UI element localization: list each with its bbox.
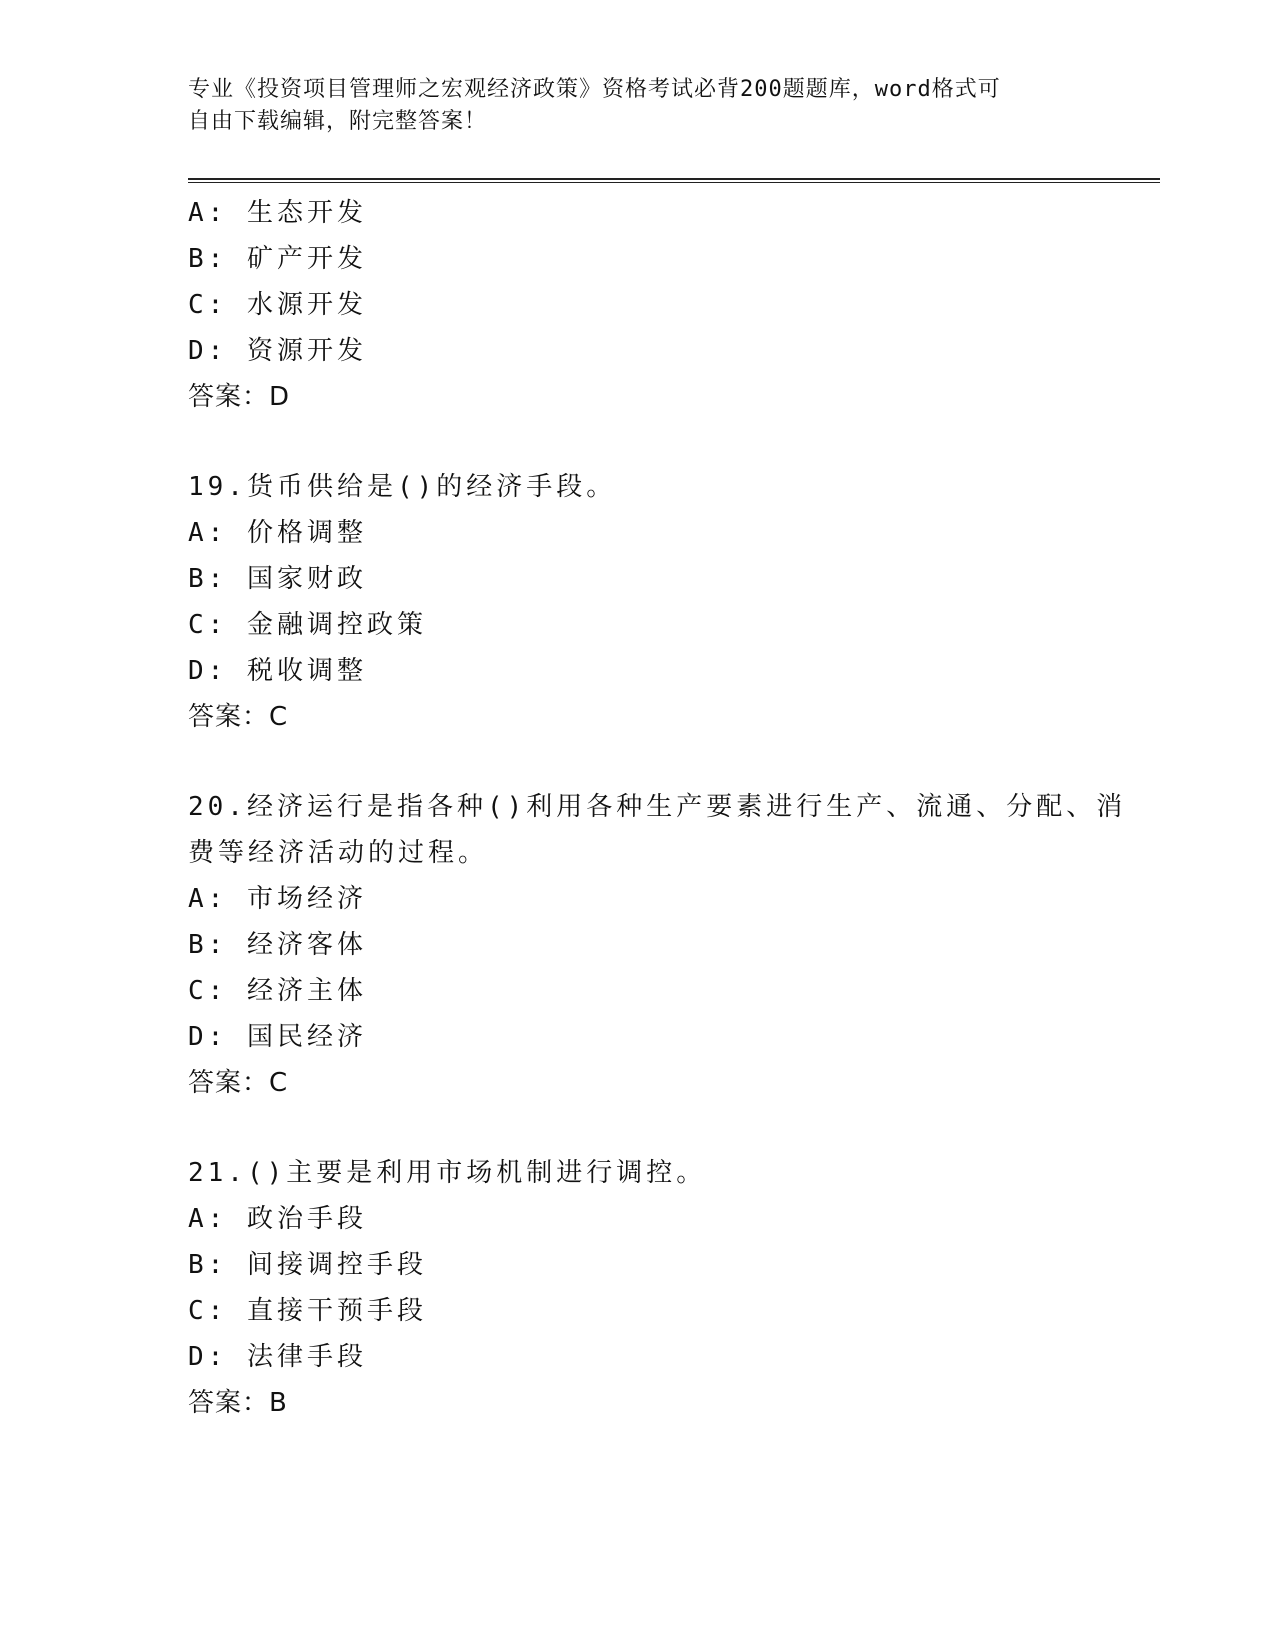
question-text-line-1: 20.经济运行是指各种()利用各种生产要素进行生产、流通、分配、消	[188, 792, 1127, 822]
option-b: B: 间接调控手段	[188, 1250, 427, 1280]
spacer	[188, 420, 1088, 464]
option-d: D: 国民经济	[188, 1022, 367, 1052]
option-b: B: 经济客体	[188, 930, 367, 960]
option-b: B: 矿产开发	[188, 244, 367, 274]
question-21	[188, 1150, 1088, 1426]
option-d: D: 资源开发	[188, 336, 367, 366]
option-c: C: 水源开发	[188, 290, 367, 320]
option-c: C: 直接干预手段	[188, 1296, 427, 1326]
spacer	[188, 740, 1088, 784]
question-list	[188, 190, 1127, 1426]
option-a: A: 政治手段	[188, 1204, 367, 1234]
option-a: A: 生态开发	[188, 198, 367, 228]
spacer	[188, 1106, 1088, 1150]
header-line-2: 自由下载编辑，附完整答案！	[188, 109, 488, 134]
question-text: 19.货币供给是()的经济手段。	[188, 472, 617, 502]
answer: 答案：C	[188, 1068, 289, 1098]
option-a: A: 市场经济	[188, 884, 367, 914]
answer: 答案：C	[188, 702, 289, 732]
question-18	[188, 190, 1088, 420]
option-a: A: 价格调整	[188, 518, 367, 548]
question-text-line-2: 费等经济活动的过程。	[188, 838, 489, 868]
option-b: B: 国家财政	[188, 564, 367, 594]
document-header	[188, 74, 1088, 138]
header-divider	[188, 178, 1160, 183]
question-19	[188, 464, 1088, 740]
header-line-1: 专业《投资项目管理师之宏观经济政策》资格考试必背200题题库，word格式可	[188, 77, 1001, 102]
answer: 答案：B	[188, 1388, 288, 1418]
option-d: D: 税收调整	[188, 656, 367, 686]
answer: 答案：D	[188, 382, 291, 412]
option-c: C: 金融调控政策	[188, 610, 427, 640]
option-d: D: 法律手段	[188, 1342, 367, 1372]
question-20	[188, 784, 1127, 1106]
question-text: 21.()主要是利用市场机制进行调控。	[188, 1158, 707, 1188]
option-c: C: 经济主体	[188, 976, 367, 1006]
